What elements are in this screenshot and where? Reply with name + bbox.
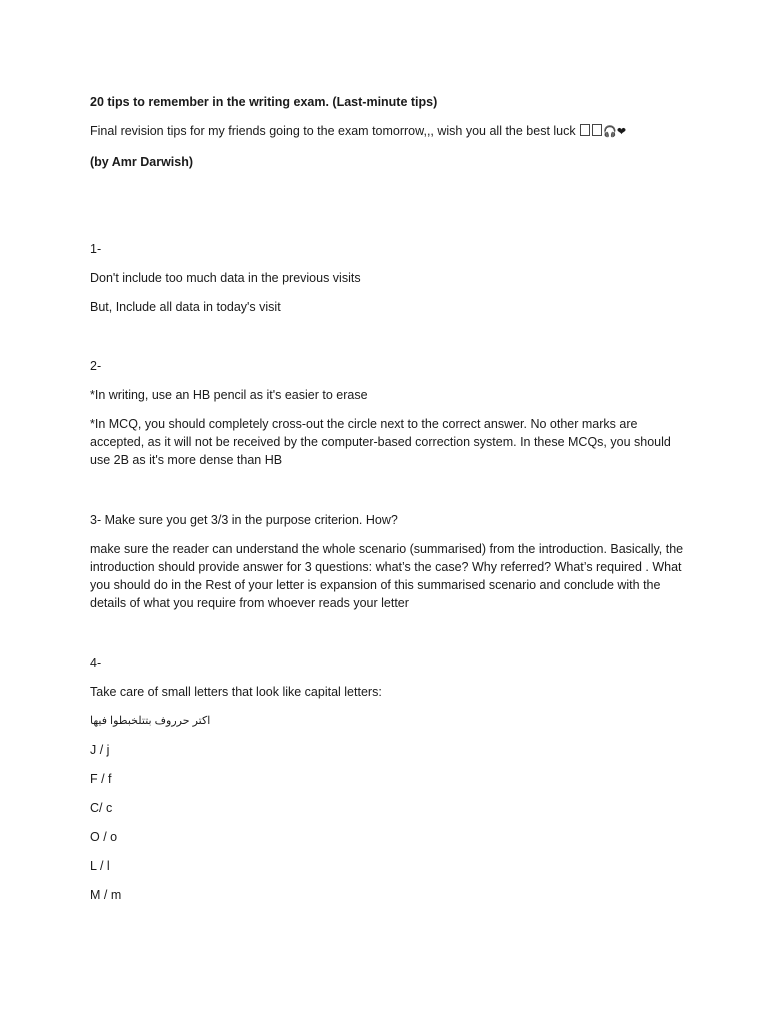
letter-pair: O / o [90,830,118,844]
document-title: 20 tips to remember in the writing exam. (Last-minute tips) [90,95,438,109]
tip-4-arabic-note: اكتر حرروف بتتلخبطوا فيها [90,715,211,727]
letter-pair: J / j [90,743,110,757]
missing-glyph-icon [580,124,590,136]
tip-1-line-2: But, Include all data in today's visit [90,300,281,314]
missing-glyph-icon [592,124,602,136]
tip-3-body: make sure the reader can understand the whole scenario (summarised) from the introduction. Basically, the introduction should provide answer for 3 questions: what’s the case? Why referred? What’s required . What you should do in the Rest of your letter is expansion of this summarised scenario and conclude with the details of what you require from whoever reads your letter [90,542,684,610]
letter-pair: F / f [90,772,112,786]
tip-2-mcq: *In MCQ, you should completely cross-out the circle next to the correct answer. No other marks are accepted, as it will not be received by the computer-based correction system. In these MCQs, you should use 2B as it's more dense than HB [90,417,671,467]
tip-1-line-1: Don't include too much data in the previous visits [90,271,361,285]
letter-pair: L / l [90,859,110,873]
tip-4-intro: Take care of small letters that look like capital letters: [90,685,382,699]
tip-3-heading: 3- Make sure you get 3/3 in the purpose criterion. How? [90,513,398,527]
tip-4-number: 4- [90,656,102,670]
headphones-heart-emoji-icon: 🎧❤ [603,125,627,138]
tip-2-pencil: *In writing, use an HB pencil as it's easier to erase [90,388,368,402]
intro-text: Final revision tips for my friends going to the exam tomorrow,,, wish you all the best luck [90,124,576,138]
intro-line [90,122,690,141]
author-line: (by Amr Darwish) [90,155,194,169]
tip-2-number: 2- [90,359,102,373]
letter-pair: C/ c [90,801,113,815]
tip-1-number: 1- [90,242,102,256]
letter-pair: M / m [90,888,122,902]
